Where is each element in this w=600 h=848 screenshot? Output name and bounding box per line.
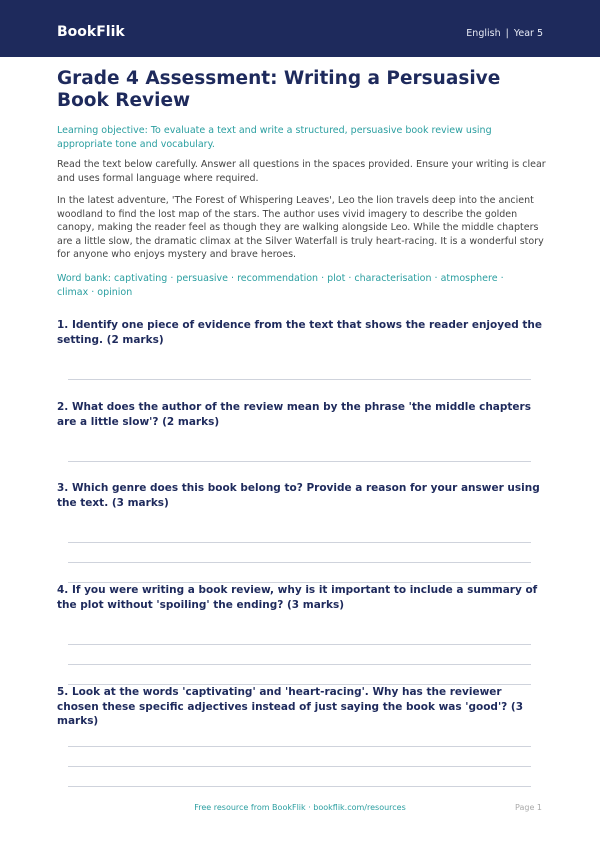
review-text-paragraph: In the latest adventure, 'The Forest of Whispering Leaves', Leo the lion travels deep into the ancient woodland to find the lost map of the stars. The author uses vivid imagery to describe the golden canopy, making the reader feel as though they are walking alongside Leo. While the middle chapters are a little slow, the dramatic climax at the Silver Waterfall is truly heart-racing. It is a wonderful story for anyone who enjoys mystery and brave heroes. [57, 195, 544, 260]
top-bar [0, 0, 600, 57]
brand-logo: BookFlik [57, 24, 125, 40]
question-3: 3. Which genre does this book belong to? Provide a reason for your answer using the text. (3 marks) [57, 482, 540, 509]
answer-line[interactable] [68, 664, 531, 665]
answer-line[interactable] [68, 542, 531, 543]
instructions-paragraph: Read the text below carefully. Answer all questions in the spaces provided. Ensure your writing is clear and uses formal language where required. [57, 159, 546, 184]
answer-line[interactable] [68, 379, 531, 380]
meta-separator: | [505, 28, 509, 39]
year-label: Year 5 [513, 28, 543, 39]
question-2: 2. What does the author of the review mean by the phrase 'the middle chapters are a little slow'? (2 marks) [57, 401, 531, 428]
page-title: Grade 4 Assessment: Writing a Persuasive Book Review [57, 68, 501, 111]
learning-objective: Learning objective: To evaluate a text and write a structured, persuasive book review using appropriate tone and vocabulary. [57, 125, 492, 150]
word-bank: Word bank: captivating · persuasive · recommendation · plot · characterisation · atmosphere · climax · opinion [57, 273, 504, 298]
answer-line[interactable] [68, 644, 531, 645]
question-1: 1. Identify one piece of evidence from the text that shows the reader enjoyed the setting. (2 marks) [57, 319, 542, 346]
page-number: Page 1 [515, 803, 542, 812]
answer-line[interactable] [68, 746, 531, 747]
question-5: 5. Look at the words 'captivating' and 'heart-racing'. Why has the reviewer chosen these specific adjectives instead of just saying the book was 'good'? (3 marks) [57, 686, 524, 727]
question-4: 4. If you were writing a book review, why is it important to include a summary of the plot without 'spoiling' the ending? (3 marks) [57, 584, 538, 611]
footer-credit: Free resource from BookFlik · bookflik.com/resources [194, 803, 406, 812]
subject-label: English [466, 28, 501, 39]
subject-meta [466, 28, 543, 39]
answer-line[interactable] [68, 786, 531, 787]
answer-line[interactable] [68, 766, 531, 767]
answer-line[interactable] [68, 562, 531, 563]
answer-line[interactable] [68, 461, 531, 462]
